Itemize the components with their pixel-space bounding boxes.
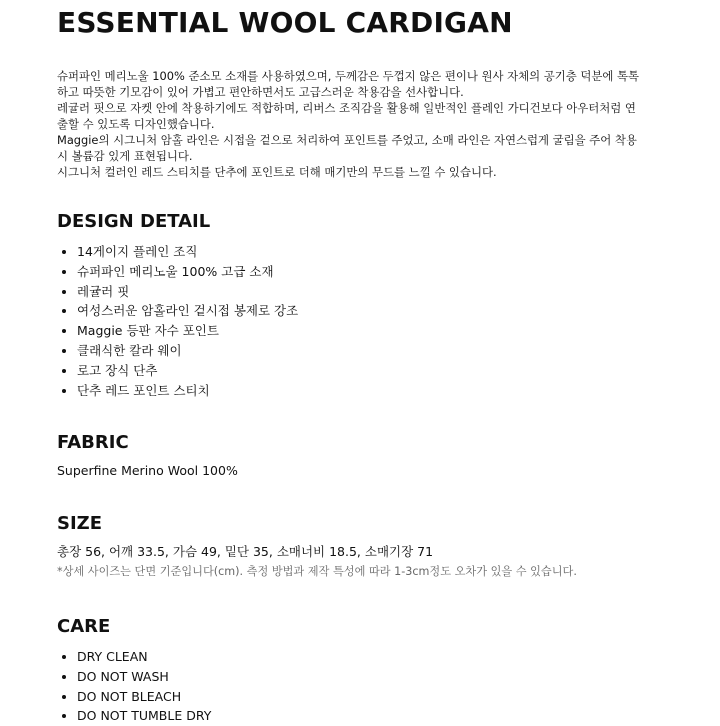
size-heading: SIZE	[57, 513, 103, 534]
size-section	[57, 512, 697, 580]
description-line: 레귤러 핏으로 자켓 안에 착용하기에도 적합하며, 리버스 조직감을 활용해 일반적인 플레인 가디건보다 아우터처럼 연	[57, 101, 636, 115]
list-item: DO NOT TUMBLE DRY	[57, 706, 697, 726]
fabric-text: Superfine Merino Wool 100%	[57, 463, 238, 478]
list-item: 여성스러운 암홀라인 겉시접 봉제로 강조	[57, 301, 697, 321]
list-item: DRY CLEAN	[57, 647, 697, 667]
list-item: Maggie 등판 자수 포인트	[57, 321, 697, 341]
list-item: DO NOT WASH	[57, 667, 697, 687]
list-item: 클래식한 칼라 웨이	[57, 341, 697, 361]
description-line: 슈퍼파인 메리노울 100% 준소모 소재를 사용하였으며, 두께감은 두껍지 않은 편이나 원사 자체의 공기층 덕분에 톡톡	[57, 69, 640, 83]
description-line: 시그니처 컬러인 레드 스티치를 단추에 포인트로 더해 매기만의 무드를 느낄 수 있습니다.	[57, 165, 497, 179]
size-measurements: 총장 56, 어깨 33.5, 가슴 49, 밑단 35, 소매너비 18.5, 소매기장 71	[57, 544, 434, 559]
product-description	[57, 68, 697, 180]
description-line: Maggie의 시그니처 암홀 라인은 시접을 겉으로 처리하여 포인트를 주었고, 소매 라인은 자연스럽게 굴림을 주어 착용	[57, 133, 637, 147]
fabric-section	[57, 431, 697, 480]
design-detail-heading: DESIGN DETAIL	[57, 211, 211, 232]
list-item: 슈퍼파인 메리노울 100% 고급 소재	[57, 262, 697, 282]
care-heading: CARE	[57, 616, 111, 637]
description-line: 출할 수 있도록 디자인했습니다.	[57, 117, 215, 131]
description-line: 하고 따뜻한 기모감이 있어 가볍고 편안하면서도 고급스러운 착용감을 선사합니다.	[57, 85, 464, 99]
fabric-heading: FABRIC	[57, 432, 129, 453]
care-section	[57, 615, 697, 726]
list-item: 로고 장식 단추	[57, 361, 697, 381]
list-item: 단추 레드 포인트 스티치	[57, 381, 697, 401]
product-title: ESSENTIAL WOOL CARDIGAN	[57, 6, 513, 39]
care-list	[57, 647, 697, 726]
design-detail-section	[57, 210, 697, 400]
design-detail-list	[57, 242, 697, 400]
list-item: 14게이지 플레인 조직	[57, 242, 697, 262]
description-line: 시 볼륨감 있게 표현됩니다.	[57, 149, 193, 163]
size-note: *상세 사이즈는 단면 기준입니다(cm). 측정 방법과 제작 특성에 따라 1-3cm정도 오차가 있을 수 있습니다.	[57, 565, 577, 578]
list-item: DO NOT BLEACH	[57, 687, 697, 707]
list-item: 레귤러 핏	[57, 282, 697, 302]
